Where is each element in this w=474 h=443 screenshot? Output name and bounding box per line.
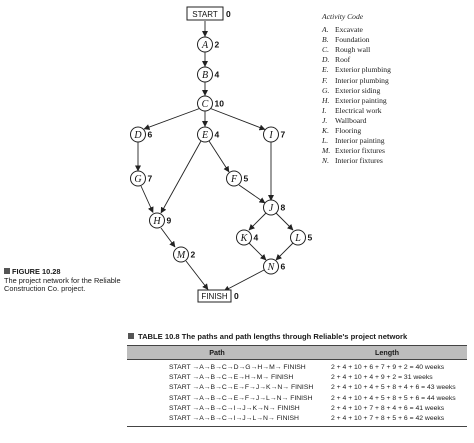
activity-code-letter: K.: [322, 126, 329, 136]
node-g: [131, 171, 153, 186]
length-cell: 2 + 4 + 10 + 4 + 5 + 8 + 5 + 6 = 44 weeks: [331, 394, 456, 402]
activity-code-title: Activity Code: [322, 12, 364, 21]
activity-code-letter: N.: [322, 156, 329, 166]
node-m: [174, 247, 196, 262]
finish-duration: 0: [234, 291, 239, 302]
table-row: [127, 372, 467, 382]
node-m-letter: M: [176, 250, 186, 261]
length-cell: 2 + 4 + 10 + 4 + 5 + 8 + 4 + 6 = 43 weeks: [331, 384, 456, 392]
node-l-duration: 5: [307, 232, 313, 243]
node-l: [291, 230, 313, 245]
activity-code-letter: L.: [322, 136, 329, 146]
node-h-duration: 9: [166, 215, 172, 226]
node-a: [198, 37, 220, 52]
table-header-row: [127, 345, 467, 360]
node-l-letter: L: [295, 233, 301, 244]
activity-code-letter: D.: [322, 55, 330, 65]
activity-code-letter: M.: [322, 146, 331, 156]
finish-node: [198, 290, 239, 302]
node-a-duration: 2: [214, 39, 220, 50]
path-cell: START →A→B→C→I→J→L→N→ FINISH: [169, 415, 299, 423]
figure-caption: [4, 268, 124, 294]
table-body: [127, 360, 467, 427]
path-cell: START →A→B→C→D→G→H→M→ FINISH: [169, 363, 306, 371]
length-cell: 2 + 4 + 10 + 7 + 8 + 5 + 6 = 42 weeks: [331, 415, 445, 423]
activity-code-text: Interior painting: [335, 136, 385, 146]
activity-code-text: Wallboard: [335, 115, 367, 125]
activity-code-item: [322, 25, 472, 35]
edge-m-finish: [186, 261, 208, 290]
activity-code-letter: I.: [322, 105, 327, 115]
node-g-letter: G: [134, 174, 142, 185]
activity-code-item: [322, 126, 472, 136]
table-row: [127, 413, 467, 423]
node-g-duration: 7: [147, 173, 153, 184]
node-h-letter: H: [153, 216, 161, 227]
activity-code-letter: H.: [322, 95, 330, 105]
finish-label: FINISH: [201, 292, 228, 302]
node-i: [264, 127, 286, 142]
edge-j-k: [249, 213, 266, 230]
table-row: [127, 403, 467, 413]
header-path: Path: [209, 348, 225, 357]
activity-code-item: [322, 146, 472, 156]
activity-code-letter: E.: [322, 65, 329, 75]
activity-code-item: [322, 55, 472, 65]
length-cell: 2 + 4 + 10 + 6 + 7 + 9 + 2 = 40 weeks: [331, 363, 445, 371]
edge-c-d: [144, 109, 200, 130]
network-edges: [138, 21, 293, 291]
node-j: [264, 200, 286, 215]
activity-code-item: [322, 96, 472, 106]
activity-code-item: [322, 35, 472, 45]
node-j-duration: 8: [280, 202, 286, 213]
node-k: [237, 230, 259, 245]
activity-code-letter: J.: [322, 115, 328, 125]
node-d: [131, 127, 153, 142]
activity-code-text: Rough wall: [335, 45, 371, 55]
path-cell: START →A→B→C→E→F→J→L→N→ FINISH: [169, 394, 313, 402]
activity-code-text: Electrical work: [335, 105, 382, 115]
activity-code-item: [322, 86, 472, 96]
edge-e-h: [161, 141, 201, 213]
activity-code-letter: B.: [322, 35, 329, 45]
table-row: [127, 383, 467, 393]
edge-k-n: [249, 243, 266, 260]
header-length: Length: [375, 348, 399, 357]
activity-code-text: Exterior siding: [335, 85, 381, 95]
activity-code-item: [322, 136, 472, 146]
activity-code-letter: A.: [322, 25, 329, 35]
activity-code-item: [322, 106, 472, 116]
node-n-duration: 6: [280, 261, 286, 272]
start-duration: 0: [226, 8, 231, 19]
activity-code-item: [322, 45, 472, 55]
figure-label: FIGURE 10.28: [12, 267, 61, 276]
activity-code-item: [322, 76, 472, 86]
activity-code-text: Roof: [335, 55, 351, 65]
table-row: [127, 362, 467, 372]
activity-code-text: Exterior fixtures: [335, 146, 385, 156]
edge-c-i: [211, 109, 266, 130]
caption-marker-icon: [4, 268, 10, 274]
node-c-duration: 10: [214, 98, 224, 109]
edge-e-f: [209, 141, 229, 172]
start-node: [187, 7, 231, 20]
activity-code-text: Foundation: [335, 35, 370, 45]
figure-caption-text: The project network for the Reliable Construction Co. project.: [4, 275, 121, 294]
node-e-duration: 4: [214, 129, 220, 140]
length-cell: 2 + 4 + 10 + 7 + 8 + 4 + 6 = 41 weeks: [331, 404, 445, 412]
node-j-letter: J: [268, 203, 274, 214]
table-marker-icon: [128, 333, 134, 339]
node-f-duration: 5: [243, 173, 249, 184]
path-cell: START →A→B→C→E→F→J→K→N→ FINISH: [169, 384, 314, 392]
edge-l-n: [276, 243, 293, 260]
node-b: [198, 67, 220, 82]
node-h: [150, 213, 172, 228]
node-e-letter: E: [201, 130, 209, 141]
node-a-letter: A: [201, 40, 209, 51]
node-n-letter: N: [267, 262, 275, 273]
node-m-duration: 2: [190, 249, 196, 260]
activity-code-text: Flooring: [335, 126, 362, 136]
length-cell: 2 + 4 + 10 + 4 + 9 + 2 = 31 weeks: [331, 373, 433, 381]
activity-code-text: Interior fixtures: [335, 156, 383, 166]
node-i-letter: I: [269, 130, 273, 141]
edge-n-finish: [224, 270, 264, 291]
activity-code-letter: C.: [322, 45, 329, 55]
node-n: [264, 259, 286, 274]
table-row: [127, 393, 467, 403]
path-cell: START →A→B→C→I→J→K→N→ FINISH: [169, 404, 300, 412]
start-label: START: [192, 9, 218, 19]
node-k-duration: 4: [253, 232, 259, 243]
table-title: TABLE 10.8 The paths and path lengths through Reliable's project network: [138, 332, 408, 341]
node-f-letter: F: [230, 174, 238, 185]
activity-code-item: [322, 156, 472, 166]
activity-code-text: Exterior plumbing: [335, 65, 391, 75]
node-e: [198, 127, 220, 142]
activity-code-letter: G.: [322, 85, 330, 95]
node-k-letter: K: [240, 233, 248, 244]
paths-table: [127, 332, 467, 427]
activity-code-item: [322, 116, 472, 126]
activity-code-text: Exterior painting: [335, 95, 387, 105]
activity-code-legend: [322, 12, 472, 166]
node-i-duration: 7: [280, 129, 286, 140]
activity-code-text: Excavate: [335, 25, 363, 35]
activity-code-item: [322, 65, 472, 75]
node-b-letter: B: [201, 70, 209, 81]
node-c-letter: C: [201, 99, 209, 110]
node-d-letter: D: [134, 130, 142, 141]
path-cell: START →A→B→C→E→H→M→ FINISH: [169, 373, 294, 381]
node-f: [227, 171, 249, 186]
edge-h-m: [161, 228, 175, 247]
activity-code-letter: F.: [322, 75, 328, 85]
edge-g-h: [141, 186, 153, 213]
node-b-duration: 4: [214, 69, 220, 80]
activity-code-text: Interior plumbing: [335, 75, 389, 85]
node-c: [198, 96, 225, 111]
edge-j-l: [276, 213, 293, 230]
edge-f-j: [239, 185, 265, 203]
node-d-duration: 6: [147, 129, 153, 140]
